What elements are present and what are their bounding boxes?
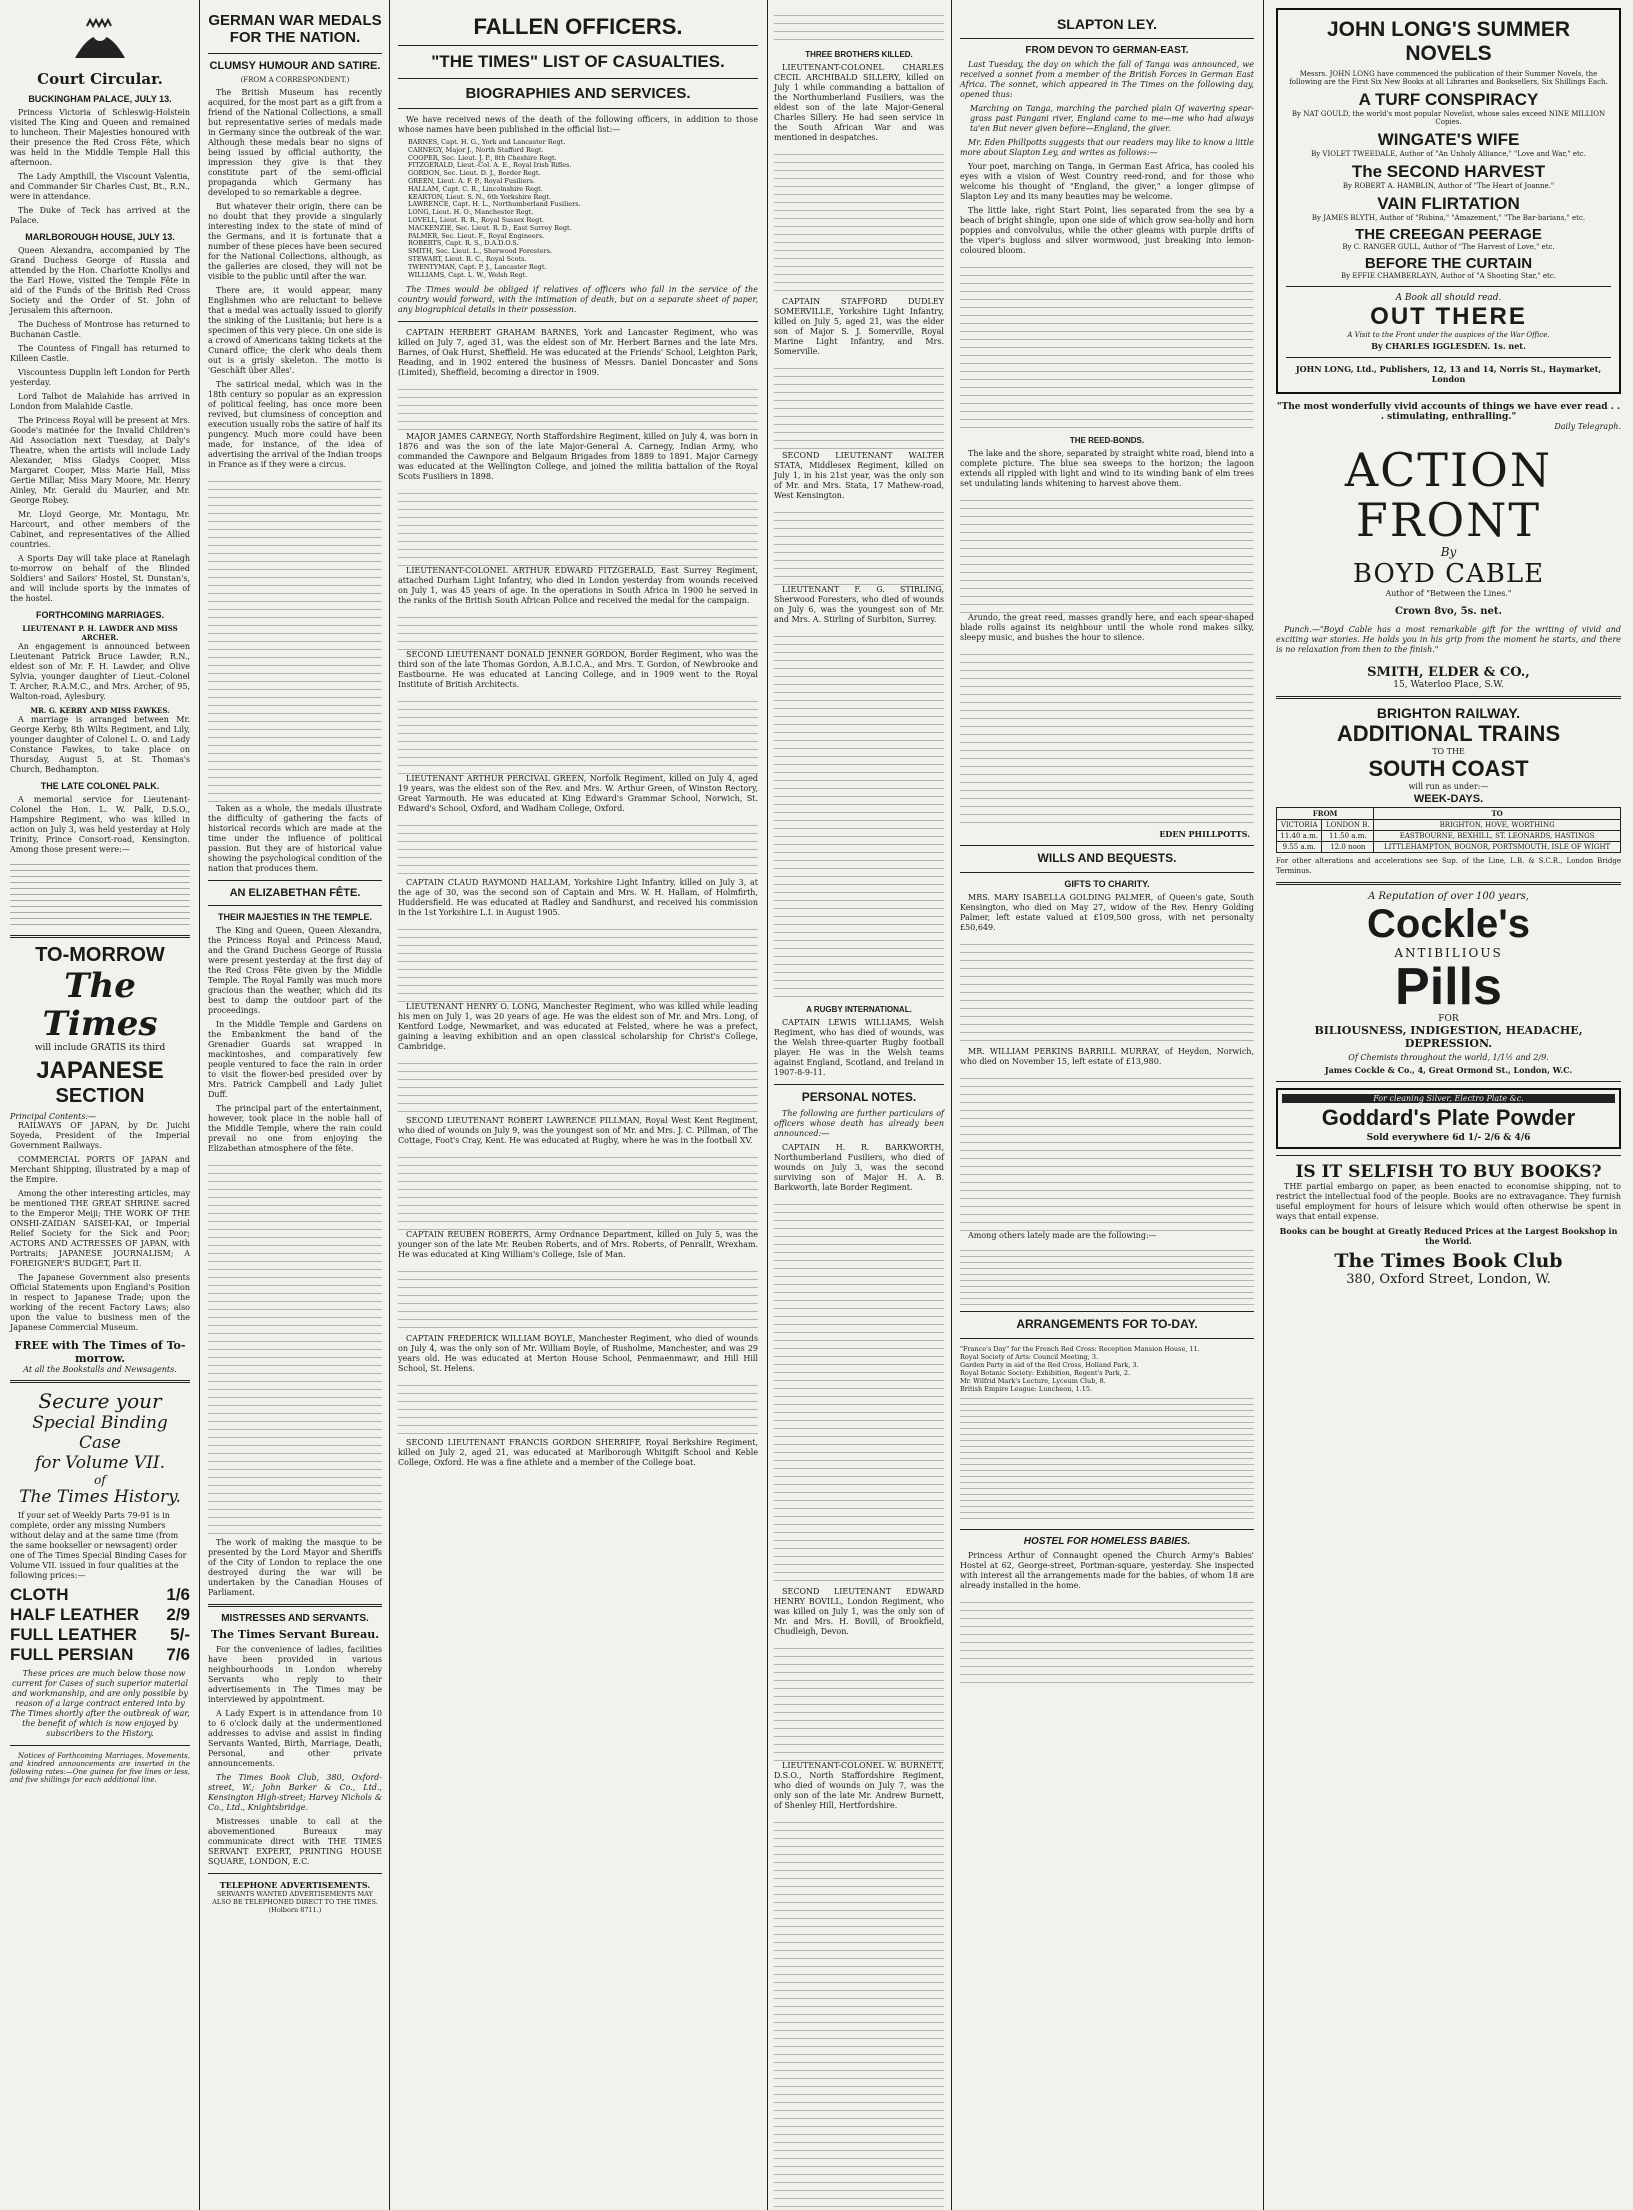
continued-text — [960, 493, 1254, 613]
ad-japanese: JAPANESE — [36, 1057, 164, 1084]
article-para: But whatever their origin, there can be no doubt that they provide a singularly interesting index to the state of mind of the Germans, and it is fortunate that a number of these pieces have been secured for the National Collections, although, as the galleries are closed, they will not be visible to the public until after the war. — [208, 201, 382, 281]
price-note: These prices are much below those now current for Cases of such superior material and workmanship, and are only possible by reason of a large contract entered into by The Times shortly after the outbreak of war, the benefit of which is now enjoyed by subscribers to the History. — [10, 1669, 190, 1738]
book-title: WINGATE'S WIFE — [1377, 130, 1520, 149]
telephone-ads-text: SERVANTS WANTED ADVERTISEMENTS MAY ALSO BE TELEPHONED DIRECT TO THE TIMES. (Holborn 8711.) — [212, 1890, 378, 1915]
casualty-names-list — [398, 139, 758, 279]
wills-heading: WILLS AND BEQUESTS. — [1037, 851, 1177, 866]
court-para: Lord Talbot de Malahide has arrived in London from Malahide Castle. — [10, 392, 190, 411]
court-para: Viscountess Dupplin left London for Perth yesterday. — [10, 368, 190, 387]
slapton-para: Arundo, the great reed, masses grandly here, and each spear-shaped blade rolls against its neighbour until the whole rond makes silky, sleepy music, and bushes the hour to silence. — [960, 613, 1254, 643]
marriage-title: LIEUTENANT P. H. LAWDER AND MISS ARCHER. — [22, 624, 178, 642]
continued-text — [774, 629, 944, 999]
br-run: will run as under:— — [1408, 782, 1489, 791]
arrangement-item: Royal Society of Arts: Council Meeting, 3. — [960, 1352, 1099, 1361]
bureau-para: Mistresses unable to call at the abovementioned Bureaux may communicate direct with THE TIMES SERVANT EXPERT, PRINTING HOUSE SQUARE, LONDON, E.C. — [208, 1817, 382, 1867]
slapton-poem: Marching on Tanga, marching the parched plain Of wavering spear-grass past Pangani river, England came to me—me who had always ta'en But never given before—England, the giver. — [970, 104, 1254, 134]
cockle-for: FOR — [1438, 1014, 1459, 1024]
cockle-name: Cockle's — [1367, 902, 1530, 946]
continued-text — [960, 647, 1254, 827]
bio-continued — [398, 1264, 758, 1334]
servants-heading: MISTRESSES AND SERVANTS. — [221, 1613, 369, 1625]
casualty-name: ROBERTS, Capt. R. S., D.A.D.O.S. — [408, 239, 519, 248]
bio-continued — [398, 1378, 758, 1438]
wills-para: MR. WILLIAM PERKINS BARRILL MURRAY, of Heydon, Norwich, who died on November 15, left estate of £13,980. — [960, 1046, 1254, 1066]
casualty-name: HALLAM, Capt. C. R., Lincolnshire Regt. — [408, 184, 543, 193]
book-title: A TURF CONSPIRACY — [1358, 90, 1539, 109]
arrangement-item: "France's Day" for the French Red Cross: Reception Mansion House, 11. — [960, 1344, 1200, 1353]
slapton-note: Mr. Eden Phillpotts suggests that our readers may like to know a little more about Slapton Ley, and writes as follows:— — [960, 138, 1254, 158]
continued-text — [774, 1815, 944, 2210]
bio-continued — [398, 486, 758, 566]
casualty-name: MACKENZIE, Sec. Lieut. R. D., East Surrey Regt. — [408, 223, 572, 232]
casualty-name: BARNES, Capt. H. G., York and Lancaster Regt. — [408, 138, 566, 147]
principal-contents: Principal Contents:— — [10, 1112, 97, 1121]
article-para: The satirical medal, which was in the 18th century so popular as an expression of political feeling, has once more been revived, but clumsiness of conception and execution usually robs the satire of half its pungency. Much more could have been made, for instance, of the idea of advertising the arrival of the Indian troops in France as if they were a circus. — [208, 379, 382, 469]
casualty-name: PALMER, Sec. Lieut. F., Royal Engineers. — [408, 231, 545, 240]
slapton-para: The little lake, right Start Point, lies separated from the sea by a beach of bright shingle, upon one side of which grow sea-holly and horn poppies and convolvulus, while the other gleams with purple drifts of the viper's bugloss and silver wormwood, just breaking into lemon-coloured bloom. — [960, 206, 1254, 256]
article-para: The work of making the masque to be presented by the Lord Mayor and Sheriffs of the City of London to replace the one destroyed during the war will be undertaken by the Canadian Houses of Parliament. — [208, 1538, 382, 1598]
court-para: The Countess of Fingall has returned to Killeen Castle. — [10, 344, 190, 363]
bureau-addresses: The Times Book Club, 380, Oxford-street, W.; John Barker & Co., Ltd., Kensington High-street; Harvey Nichols & Co., Ltd., Knightsbridge. — [208, 1773, 382, 1813]
casualties-intro: We have received news of the death of the following officers, in addition to those whose names have been published in the official list:— — [398, 115, 758, 135]
ad-tomorrow: TO-MORROW — [35, 944, 165, 966]
court-para: Mr. Lloyd George, Mr. Montagu, Mr. Harcourt, and other members of the Cabinet, and representatives of the Allied countries. — [10, 510, 190, 549]
fallen-headline: FALLEN OFFICERS. — [473, 14, 683, 39]
casualty-name: LOVELL, Lieut. R. R., Royal Sussex Regt. — [408, 216, 544, 225]
attendees-list — [10, 859, 190, 929]
casualty-name: TWENTYMAN, Capt. P. J., Lancaster Regt. — [408, 262, 547, 271]
slapton-headline: SLAPTON LEY. — [1056, 16, 1158, 32]
arrangement-item: Garden Party in aid of the Red Cross, Holland Park, 3. — [960, 1360, 1139, 1369]
court-para: Princess Victoria of Schleswig-Holstein visited The King and Queen and remained to luncheon. Their Majesties honoured with their presence the Red Cross Fête, which was held in the Middle Temple Hall this afternoon. — [10, 108, 190, 167]
officer-bio: CAPTAIN CLAUD RAYMOND HALLAM, Yorkshire Light Infantry, killed on July 3, at the age of 30, was the second son of Captain and Mrs. W. H. Hallam, of Holmfirth, Huddersfield. He was educated at Radley and Sandhurst, and received his commission in the 1st Yorkshire L.I. in August 1905. — [398, 878, 758, 918]
officer-bio: LIEUTENANT HENRY O. LONG, Manchester Regiment, who was killed while leading his men on July 1, was 20 years of age. He was the eldest son of Mr. and Mrs. Long, of Kentford Lodge, Newmarket, and was educated at Felsted, where he was a prefect, gaining a leaving exhibition and an open classical scholarship for Christ's College, Cambridge. — [398, 1002, 758, 1052]
medals-headline: GERMAN WAR MEDALS FOR THE NATION. — [208, 12, 382, 47]
personal-notes-intro: The following are further particulars of officers whose death has already been announced:— — [774, 1108, 944, 1138]
casualty-name: GREEN, Lieut. A. F. P., Royal Fusiliers. — [408, 177, 535, 186]
times-book-club-ad — [1276, 1162, 1621, 1287]
cockle-chemists: Of Chemists throughout the world, 1/1½ and 2/9. — [1348, 1053, 1549, 1062]
marriage-text: A marriage is arranged between Mr. George Kerby, 8th Wilts Regiment, and Lily, younger daughter of Colonel L. O. and Lady Constance Fawkes, to take place on Thursday, August 5, at St. Thomas's Church, Bedhampton. — [10, 715, 190, 774]
af-publisher: SMITH, ELDER & CO., — [1367, 665, 1530, 680]
arrangement-item: Mr. Wilfrid Mark's Lecture, Lyceum Club, 8. — [960, 1376, 1106, 1385]
fete-subhead: THEIR MAJESTIES IN THE TEMPLE. — [217, 912, 372, 923]
bio-para: SECOND LIEUTENANT EDWARD HENRY BOVILL, London Regiment, who was killed on July 1, was the only son of Mr. and Mrs. H. Bovill, of Brookfield, Chudleigh, Devon. — [774, 1586, 944, 1636]
bio-para: CAPTAIN LEWIS WILLIAMS, Welsh Regiment, who has died of wounds, was the Welsh three-quarter Rugby football player. He was in the Welsh teams against England, Scotland, and Ireland in 1907-8-9-11. — [774, 1018, 944, 1077]
jl-publisher: JOHN LONG, Ltd., Publishers, 12, 13 and 14, Norris St., Haymarket, London — [1295, 364, 1602, 384]
book-title: The SECOND HARVEST — [1351, 162, 1546, 181]
ad-gratis: will include GRATIS its third — [34, 1043, 166, 1053]
for-volume: for Volume VII. — [34, 1453, 166, 1473]
special-binding: Special Binding Case — [32, 1413, 168, 1453]
casualty-name: GORDON, Sec. Lieut. D. J., Border Regt. — [408, 169, 541, 178]
arrangement-item: Royal Botanic Society: Exhibition, Regent's Park, 2. — [960, 1368, 1131, 1377]
casualties-headline: "THE TIMES" LIST OF CASUALTIES. — [431, 52, 725, 72]
royal-crest-icon — [10, 18, 190, 68]
article-para: There are, it would appear, many Englishmen who are reluctant to believe that a medal was actually issued to glorify the sinking of the Lusitania; but here is a specimen of this very piece. On one side is a crowd of Americans taking tickets at the Cunard office; the clerk who deals them out is a grisly skeleton. The motto is 'Geschäft über Alles'. — [208, 285, 382, 375]
af-quote-src: Daily Telegraph. — [1554, 422, 1621, 431]
officer-bio: LIEUTENANT-COLONEL ARTHUR EDWARD FITZGERALD, East Surrey Regiment, attached Durham Light Infantry, who died in London yesterday from wounds received on July 1, was 45 years of age. In the operations in South Africa in 1900 he served in the ranks of the British South African Police and received the medal for the campaign. — [398, 566, 758, 606]
column-officer-bios — [768, 0, 950, 2210]
book-entry — [1286, 194, 1611, 222]
arrangements-list — [960, 1345, 1254, 1393]
timetable — [1276, 807, 1621, 853]
relatives-note: The Times would be obliged if relatives of officers who fall in the service of the country would forward, with the intimation of death, but on a separate sheet of paper, any biographical details in their possession. — [398, 285, 758, 315]
tbc-name: The Times Book Club — [1334, 1250, 1563, 1272]
out-there-by: By CHARLES IGGLESDEN. 1s. net. — [1371, 341, 1526, 351]
out-there-title: OUT THERE — [1370, 303, 1527, 330]
contents-item: RAILWAYS OF JAPAN, by Dr. Juichi Soyeda, President of the Imperial Government Railways. — [10, 1121, 190, 1150]
br-title: BRIGHTON RAILWAY. — [1376, 705, 1521, 721]
times-japanese-section-ad — [10, 944, 190, 1374]
cockle-address: James Cockle & Co., 4, Great Ormond St., London, W.C. — [1324, 1065, 1573, 1075]
marriage-text: An engagement is announced between Lieutenant Patrick Bruce Lawder, R.N., eldest son of Mr. F. H. Lawder, and Olive Sylvia, younger daughter of Lieut.-Colonel T. Archer, R.A.M.C., and Mrs. Archer, of 95, Walton-road, Aylesbury. — [10, 642, 190, 701]
af-title-2: FRONT — [1355, 493, 1542, 547]
continued-text — [960, 1071, 1254, 1231]
bio-para: CAPTAIN STAFFORD DUDLEY SOMERVILLE, Yorkshire Light Infantry, killed on July 5, aged 21, was the elder son of Major S. J. Somerville, Royal Marine Light Infantry, and Mrs. Somerville. — [774, 297, 944, 356]
timetable-row: VICTORIA LONDON B. BRIGHTON, HOVE, WORTHING — [1277, 820, 1621, 831]
br-week: WEEK-DAYS. — [1413, 793, 1484, 805]
binding-text: If your set of Weekly Parts 79-91 is in complete, order any missing Numbers without delay and at the same time (from the same bookseller or newsagent) order one of The Times Special Binding Cases for Volume VII. issued in four qualities at the following prices:— — [10, 1511, 187, 1580]
book-author: By JAMES BLYTH, Author of "Rubina," "Amazement," "The Bar-barians," etc. — [1311, 214, 1586, 222]
contents-item: COMMERCIAL PORTS OF JAPAN and Merchant Shipping, illustrated by a map of the Empire. — [10, 1155, 190, 1184]
court-para: Queen Alexandra, accompanied by The Grand Duchess George of Russia and attended by the Hon. Charlotte Knollys and the Earl Howe, visited the Temple Fête in aid of the Funds of the British Red Cross Society and the Order of St. John of Jerusalem this afternoon. — [10, 246, 190, 315]
slapton-intro: Last Tuesday, the day on which the fall of Tanga was announced, we received a sonnet from a member of the British Forces in German East Africa. The sonnet, which appeared in The Times on the following day, opened thus: — [960, 60, 1254, 100]
column-war-medals — [200, 0, 388, 2210]
bio-continued — [398, 610, 758, 650]
casualty-name: LAWRENCE, Capt. H. L., Northumberland Fusiliers. — [408, 200, 581, 209]
book-entry — [1286, 130, 1611, 158]
action-front-ad — [1276, 402, 1621, 690]
book-author: By NAT GOULD, the world's most popular Novelist, whose sales exceed NINE MILLION Copies. — [1291, 110, 1606, 126]
late-colonel-heading: THE LATE COLONEL PALK. — [40, 781, 160, 791]
af-by: By — [1440, 545, 1457, 559]
continued-text — [774, 361, 944, 451]
casualty-name: LONG, Lieut. H. O., Manchester Regt. — [408, 208, 534, 217]
dateline-marlborough: MARLBOROUGH HOUSE, JULY 13. — [25, 232, 175, 242]
personal-notes-heading: PERSONAL NOTES. — [801, 1090, 917, 1104]
officer-bio: CAPTAIN HERBERT GRAHAM BARNES, York and Lancaster Regiment, who was killed on July 7, aged 31, was the eldest son of Mr. Herbert Barnes and the late Mrs. Barnes, of Oak Hurst, Sheffield. He was educated at the Friends' School, Leighton Park, Reading, and in 1902 entered the business of Messrs. Daniel Doncaster and Sons (Limited), Sheffield, becoming a director in 1909. — [398, 328, 758, 378]
dateline-buckingham: BUCKINGHAM PALACE, JULY 13. — [28, 94, 172, 104]
cockle-ailments: BILIOUSNESS, INDIGESTION, HEADACHE, DEPRESSION. — [1314, 1024, 1583, 1050]
arrangements-heading: ARRANGEMENTS FOR TO-DAY. — [1016, 1316, 1198, 1331]
slapton-para: The lake and the shore, separated by straight white road, blend into a complete picture. The blue sea sweeps to the horizon; the lagoon extends all rippled with light and wind to its winding bank of elm trees set undulating lands whitening to harvest above them. — [960, 449, 1254, 489]
price-row: FULL PERSIAN 7/6 — [10, 1645, 190, 1664]
article-para: The principal part of the entertainment, however, took place in the noble hall of the Middle Temple, where the rain could prevail no one from enjoying the Elizabethan atmosphere of the fête. — [208, 1104, 382, 1154]
cockles-pills-ad — [1276, 891, 1621, 1075]
court-para: A Sports Day will take place at Ranelagh to-morrow on behalf of the Blinded Soldiers' and Sailors' Hostel, St. Dunstan's, and will include sports by the inmates of the hostel. — [10, 554, 190, 603]
officer-bio: CAPTAIN REUBEN ROBERTS, Army Ordnance Department, killed on July 5, was the younger son of the late Mr. Reuben Roberts, and of Mrs. Roberts, of Penrallt, Wrexham. He was educated at King William's College, Isle of Man. — [398, 1230, 758, 1260]
of-label: of — [94, 1473, 106, 1487]
af-punch: Punch.—"Boyd Cable has a most remarkable gift for the writing of vivid and exciting war stories. He holds you in his grip from the moment he starts, and there is no relaxation from then to the finish." — [1276, 625, 1621, 654]
binding-case-ad — [10, 1389, 190, 1739]
fete-body-continued — [208, 1158, 382, 1538]
marriage-title: MR. G. KERRY AND MISS FAWKES. — [30, 706, 170, 715]
book-entry — [1286, 226, 1611, 251]
rugby-heading: A RUGBY INTERNATIONAL. — [806, 1005, 912, 1014]
court-para: The Lady Ampthill, the Viscount Valentia, and Commander Sir Charles Cust, Bt., R.N., were in attendance. — [10, 172, 190, 201]
price-row: HALF LEATHER 2/9 — [10, 1605, 190, 1624]
br-note: For other alterations and accelerations see Sup. of the Line, L.B. & S.C.R., London Bridge Terminus. — [1276, 857, 1621, 875]
continued-text — [960, 937, 1254, 1047]
br-additional: ADDITIONAL TRAINS — [1336, 721, 1561, 746]
column-court-circular — [0, 0, 198, 2210]
bio-continued — [398, 922, 758, 1002]
casualty-name: COOPER, Sec. Lieut. J. P., 8th Cheshire Regt. — [408, 153, 557, 162]
goddards-ad — [1276, 1088, 1621, 1149]
casualty-name: CARNEGY, Major J., North Stafford Regt. — [408, 145, 544, 154]
article-para: Taken as a whole, the medals illustrate the difficulty of gathering the facts of historical records which are made at the time under the influence of political passion. But they are of historical value showing the psychological condition of the nation that produces them. — [208, 803, 382, 873]
af-title-1: ACTION — [1344, 443, 1553, 497]
contents-list — [10, 1121, 190, 1333]
bureau-para: A Lady Expert is in attendance from 10 to 6 o'clock daily at the undermentioned addresses to advise and assist in finding Servants Wanted, Birth, Marriage, Death, Personal, and other private announcements. — [208, 1709, 382, 1769]
court-para: The Princess Royal will be present at Mrs. Goode's matinée for the Invalid Children's Aid Association next Tuesday, at Daly's Theatre, when the artists will include Lady Alexander, Miss Gladys Cooper, Miss Margaret Cooper, Miss Marie Hall, Miss Gertie Millar, Miss Mary Moore, Mr. Henry Ainley, Mr. Gerald du Maurier, and Mr. George Robey. — [10, 416, 190, 505]
wills-para: Among others lately made are the following:— — [968, 1230, 1157, 1240]
casualty-name: FITZGERALD, Lieut.-Col. A. E., Royal Irish Rifles. — [408, 161, 572, 170]
jl-title: JOHN LONG'S SUMMER NOVELS — [1326, 18, 1570, 65]
selfish-text-2: Books can be bought at Greatly Reduced Prices at the Largest Bookshop in the World. — [1279, 1226, 1618, 1246]
signature: EDEN PHILLPOTTS. — [1159, 829, 1250, 840]
bio-para: LIEUTENANT-COLONEL W. BURNETT, D.S.O., North Staffordshire Regiment, who died of wounds on July 7, was the only son of the late Mr. Andrew Burnett, of Shenley Hill, Hertfordshire. — [774, 1760, 944, 1810]
timetable-header: FROM TO — [1277, 808, 1621, 820]
history-title: The Times History. — [19, 1487, 181, 1507]
casualty-name: WILLIAMS, Capt. L. W., Welsh Regt. — [408, 270, 528, 279]
tbc-address: 380, Oxford Street, London, W. — [1346, 1272, 1551, 1287]
article-body-continued — [208, 474, 382, 804]
out-there-quote: A Book all should read. — [1395, 293, 1502, 303]
article-para: The King and Queen, Queen Alexandra, the Princess Royal and Princess Maud, and the Grand Duchess George of Russia were present yesterday at the first day of the Red Cross Fête given by the Middle Temple. The Royal Family was much more gracious than the weather, which did its best to damp the outdoor part of the proceedings. — [208, 926, 382, 1016]
af-quote: "The most wonderfully vivid accounts of things we have ever read . . . stimulating, enthralling." — [1276, 402, 1621, 422]
three-brothers-heading: THREE BROTHERS KILLED. — [805, 50, 913, 59]
arrangement-item: British Empire League: Luncheon, 1.15. — [960, 1384, 1093, 1393]
book-title: BEFORE THE CURTAIN — [1364, 255, 1533, 272]
servant-bureau-title: The Times Servant Bureau. — [210, 1628, 380, 1642]
af-address: 15, Waterloo Place, S.W. — [1393, 680, 1504, 690]
court-para: The Duke of Teck has arrived at the Palace. — [10, 206, 190, 225]
br-coast: SOUTH COAST — [1368, 756, 1529, 781]
continued-text — [774, 1641, 944, 1761]
casualty-name: KEARTON, Lieut. S. N., 6th Yorkshire Regt. — [408, 192, 552, 201]
secure-your: Secure your — [38, 1389, 162, 1413]
book-title: VAIN FLIRTATION — [1377, 194, 1520, 213]
book-author: By EFFIE CHAMBERLAYN, Author of "A Shooting Star," etc. — [1341, 272, 1556, 280]
column-fallen-officers — [390, 0, 766, 2210]
bio-para: SECOND LIEUTENANT WALTER STATA, Middlesex Regiment, killed on July 1, in his 21st year, was the only son of Mr. and Mrs. Stata, 17 Mathew-road, West Kensington. — [774, 451, 944, 500]
br-to: TO THE — [1432, 747, 1465, 756]
af-author-note: Author of "Between the Lines." — [1385, 589, 1512, 598]
officer-bio: SECOND LIEUTENANT DONALD JENNER GORDON, Border Regiment, who was the third son of the late Thomas Gordon, A.B.I.C.A., and Mrs. T. Gordon, of Newbrooke and Eastbourne. He was educated at Lancing College, and in 1909 went to the Royal Institute of British Architects. — [398, 650, 758, 690]
the-times-logo: The Times — [42, 966, 158, 1044]
hostel-para: Princess Arthur of Connaught opened the Church Army's Babies' Hostel at 62, George-street, Portman-square, yesterday. She inspected with interest all the arrangements made for the babies, of whom 18 are already installed in the home. — [960, 1550, 1254, 1590]
price-row: CLOTH 1/6 — [10, 1585, 190, 1604]
price-row: FULL LEATHER 5/- — [10, 1625, 190, 1644]
ad-section: SECTION — [55, 1085, 145, 1107]
bios-headline: BIOGRAPHIES AND SERVICES. — [465, 84, 691, 102]
book-entry — [1286, 90, 1611, 126]
at-all-bookstalls: At all the Bookstalls and Newsagents. — [23, 1365, 177, 1374]
bureau-para: For the convenience of ladies, facilities have been provided in various neighbourhoods in London whereby Servants who reply to their advertisements in The Times may be interviewed by appointment. — [208, 1645, 382, 1705]
price-list — [10, 1585, 190, 1665]
wills-list — [960, 1245, 1254, 1305]
wills-para: MRS. MARY ISABELLA GOLDING PALMER, of Queen's gate, South Kensington, who died on May 27, widow of the Rev. Henry Golding Palmer, left estate valued at £109,500 gross, with net personalty £50,649. — [960, 892, 1254, 932]
gifts-heading: GIFTS TO CHARITY. — [1064, 878, 1150, 889]
bio-para: LIEUTENANT F. G. STIRLING, Sherwood Foresters, who died of wounds on July 6, was the youngest son of Mr. and Mrs. A. Stirling of Surbiton, Surrey. — [774, 585, 944, 624]
god-name: Goddard's Plate Powder — [1321, 1105, 1576, 1130]
bio-continued — [398, 1150, 758, 1230]
memorial-text: A memorial service for Lieutenant-Colonel the Hon. L. W. Palk, D.S.O., Hampshire Regiment, who was killed in action on July 3, was held yesterday at Holy Trinity, Prince Consort-road, Kensington. Among those present were:— — [10, 795, 190, 854]
timetable-row: 9.55 a.m. 12.0 noon LITTLEHAMPTON, BOGNOR, PORTSMOUTH, ISLE OF WIGHT — [1277, 842, 1621, 853]
book-author: By ROBERT A. HAMBLIN, Author of "The Heart of Joanne." — [1342, 182, 1555, 190]
continued-text — [774, 1197, 944, 1587]
hostel-heading: HOSTEL FOR HOMELESS BABIES. — [1023, 1535, 1191, 1547]
book-entry — [1286, 162, 1611, 190]
bio-continued — [398, 818, 758, 878]
god-for: For cleaning Silver, Electro Plate &c. — [1282, 1094, 1615, 1103]
continued-text — [960, 1595, 1254, 1685]
casualty-name: STEWART, Lieut. R. C., Royal Scots. — [408, 255, 527, 264]
byline: (FROM A CORRESPONDENT.) — [240, 75, 350, 84]
court-para: The Duchess of Montrose has returned to Buchanan Castle. — [10, 320, 190, 339]
jl-sub: Messrs. JOHN LONG have commenced the publication of their Summer Novels, the following are the First Six New Books at all Libraries and Booksellers, Six Shillings Each. — [1289, 70, 1608, 86]
book-title: THE CREEGAN PEERAGE — [1355, 226, 1542, 243]
bio-continued — [398, 382, 758, 432]
reed-bonds-heading: THE REED-BONDS. — [1069, 436, 1145, 446]
out-there-sub: A Visit to the Front under the auspices of the War Office. — [1347, 331, 1550, 339]
contents-item: Among the other interesting articles, may be mentioned THE GREAT SHRINE sacred to the Emperor Meiji; THE WORK OF THE ONSHI-ZAIDAN SAISEI-KAI, or Imperial Relief Society for the Sick and Poor; ACTORS AND ACTRESSES OF JAPAN, with Portraits; JAPANESE JOURNALISM; A FOREIGNER'S BUDGET, Part II. — [10, 1189, 190, 1268]
timetable-row: 11.40 a.m. 11.50 a.m. EASTBOURNE, BEXHILL, ST. LEONARDS, HASTINGS — [1277, 831, 1621, 842]
book-entry — [1286, 255, 1611, 280]
officer-bio: MAJOR JAMES CARNEGY, North Staffordshire Regiment, killed on July 4, was born in 1876 and was the son of the late Major-General A. Carnegy, Indian Army, who commanded the Cawnpore and Belgaum Brigades from 1889 to 1891. Major Carnegy was educated at the Wellington College, and joined the militia battalion of the Royal Scots Fusiliers in 1898. — [398, 432, 758, 482]
cockle-rep: A Reputation of over 100 years, — [1368, 891, 1529, 902]
officer-bio: LIEUTENANT ARTHUR PERCIVAL GREEN, Norfolk Regiment, killed on July 4, aged 19 years, was the eldest son of the Rev. and Mrs. W. Arthur Green, of Winston Rectory, Great Yarmouth. He was educated at King Edward's Grammar School, Norwich, St. Edward's School, Oxford, and Wadham College, Oxford. — [398, 774, 758, 814]
officer-bio: SECOND LIEUTENANT FRANCIS GORDON SHERRIFF, Royal Berkshire Regiment, killed on July 2, aged 21, was educated at Marlborough Whitgift School and Keble College, Oxford. He was a fine athlete and a member of the College boat. — [398, 1438, 758, 1468]
book-author: By VIOLET TWEEDALE, Author of "An Unholy Alliance," "Love and War," etc. — [1311, 150, 1586, 158]
arrangements-continued — [960, 1393, 1254, 1523]
god-sold: Sold everywhere 6d 1/- 2/6 & 4/6 — [1366, 1133, 1531, 1143]
column-slapton-ley — [952, 0, 1262, 2210]
continued-text — [774, 505, 944, 585]
column-advertisements — [1264, 0, 1633, 2210]
bio-continued — [398, 694, 758, 774]
casualty-name: SMITH, Sec. Lieut. L., Sherwood Foresters. — [408, 247, 553, 256]
article-para: In the Middle Temple and Gardens on the Embankment the band of the Grenadier Guards sat wrapped in mackintoshes, and comparatively few people ventured to face the rain in order to visit the flower-bed presided over by Mrs. Patrick Campbell and Lady Juliet Duff. — [208, 1020, 382, 1100]
af-price: Crown 8vo, 5s. net. — [1395, 606, 1502, 617]
court-circular-masthead: Court Circular. — [37, 70, 163, 88]
af-author: BOYD CABLE — [1352, 559, 1545, 589]
selfish-text: THE partial embargo on paper, as been enacted to economise shipping, not to restrict the intellectual food of the people. Books are no extravagance. They furnish useful employment for hours of leisure which would often otherwise be spent in ways that entail expense. — [1276, 1182, 1621, 1221]
notices-text: Notices of Forthcoming Marriages, Movements, and kindred announcements are inserted in the following rates:—One guinea for five lines or less, and five shillings for each additional line. — [10, 1752, 190, 1784]
medals-subhead: CLUMSY HUMOUR AND SATIRE. — [209, 59, 381, 72]
slapton-subhead: FROM DEVON TO GERMAN-EAST. — [1025, 45, 1189, 57]
continued-text — [774, 8, 944, 44]
article-para: The British Museum has recently acquired, for the most part as a gift from a friend of the National Collections, a small but representative series of medals made in Germany since the outbreak of the war. Although these medals bear no signs of being issued by official authority, the impression they give is that they constitute part of the semi-official propaganda which Germany has developed to so remarkable a degree. — [208, 87, 383, 197]
free-with: FREE with The Times of To-morrow. — [14, 1339, 186, 1365]
slapton-para: Your poet, marching on Tanga, in German East Africa, has cooled his eyes with a vision of West Country reed-rond, and for those who welcome his thought of "England, the giver," a longer glimpse of Slapton Ley and its many beauties may be welcome. — [960, 162, 1254, 202]
fete-headline: AN ELIZABETHAN FÊTE. — [229, 886, 361, 899]
bio-para: CAPTAIN H. R. BARKWORTH, Northumberland Fusiliers, who died of wounds on July 3, was the second surviving son of Major H. A. B. Barkworth, late Border Regiment. — [774, 1142, 944, 1192]
book-author: By C. RANGER GULL, Author of "The Harvest of Love," etc. — [1342, 243, 1555, 251]
officer-bio: CAPTAIN FREDERICK WILLIAM BOYLE, Manchester Regiment, who died of wounds on July 4, was the only son of Mr. William Boyle, of Rusholme, Manchester, and was 29 years old. He was educated at Merton House School, Penmaenmawr, and Hill Hill School, St. Helens. — [398, 1334, 758, 1374]
bio-para: LIEUTENANT-COLONEL CHARLES CECIL ARCHIBALD SILLERY, killed on July 1 while commanding a battalion of the Northumberland Fusiliers, was the eldest son of the late Major-General Charles Sillery. He had seen service in the South African War and was mentioned in despatches. — [774, 63, 944, 142]
telephone-ads-heading: TELEPHONE ADVERTISEMENTS. — [219, 1880, 371, 1891]
forthcoming-marriages-heading: FORTHCOMING MARRIAGES. — [36, 610, 164, 620]
john-long-ad — [1276, 8, 1621, 394]
brighton-railway-ad — [1276, 705, 1621, 876]
cockle-pills: Pills — [1395, 958, 1502, 1016]
selfish-title: IS IT SELFISH TO BUY BOOKS? — [1295, 1162, 1602, 1182]
contents-item: The Japanese Government also presents Official Statements upon England's Position in respect to Japanese Trade; upon the working of the recent Factory Laws; also upon the value to business men of the Japanese Commercial Museum. — [10, 1273, 190, 1332]
continued-text — [960, 260, 1254, 430]
continued-text — [774, 147, 944, 297]
officer-bio: SECOND LIEUTENANT ROBERT LAWRENCE PILLMAN, Royal West Kent Regiment, who died of wounds on July 9, was the youngest son of Mr. and Mrs. J. C. Pillman, of The Cottage, Foot's Cray, Kent. He was educated at Rugby, where he was in the football XV. — [398, 1116, 758, 1146]
cockle-antibil: ANTIBILIOUS — [1394, 946, 1503, 960]
bio-continued — [398, 1056, 758, 1116]
